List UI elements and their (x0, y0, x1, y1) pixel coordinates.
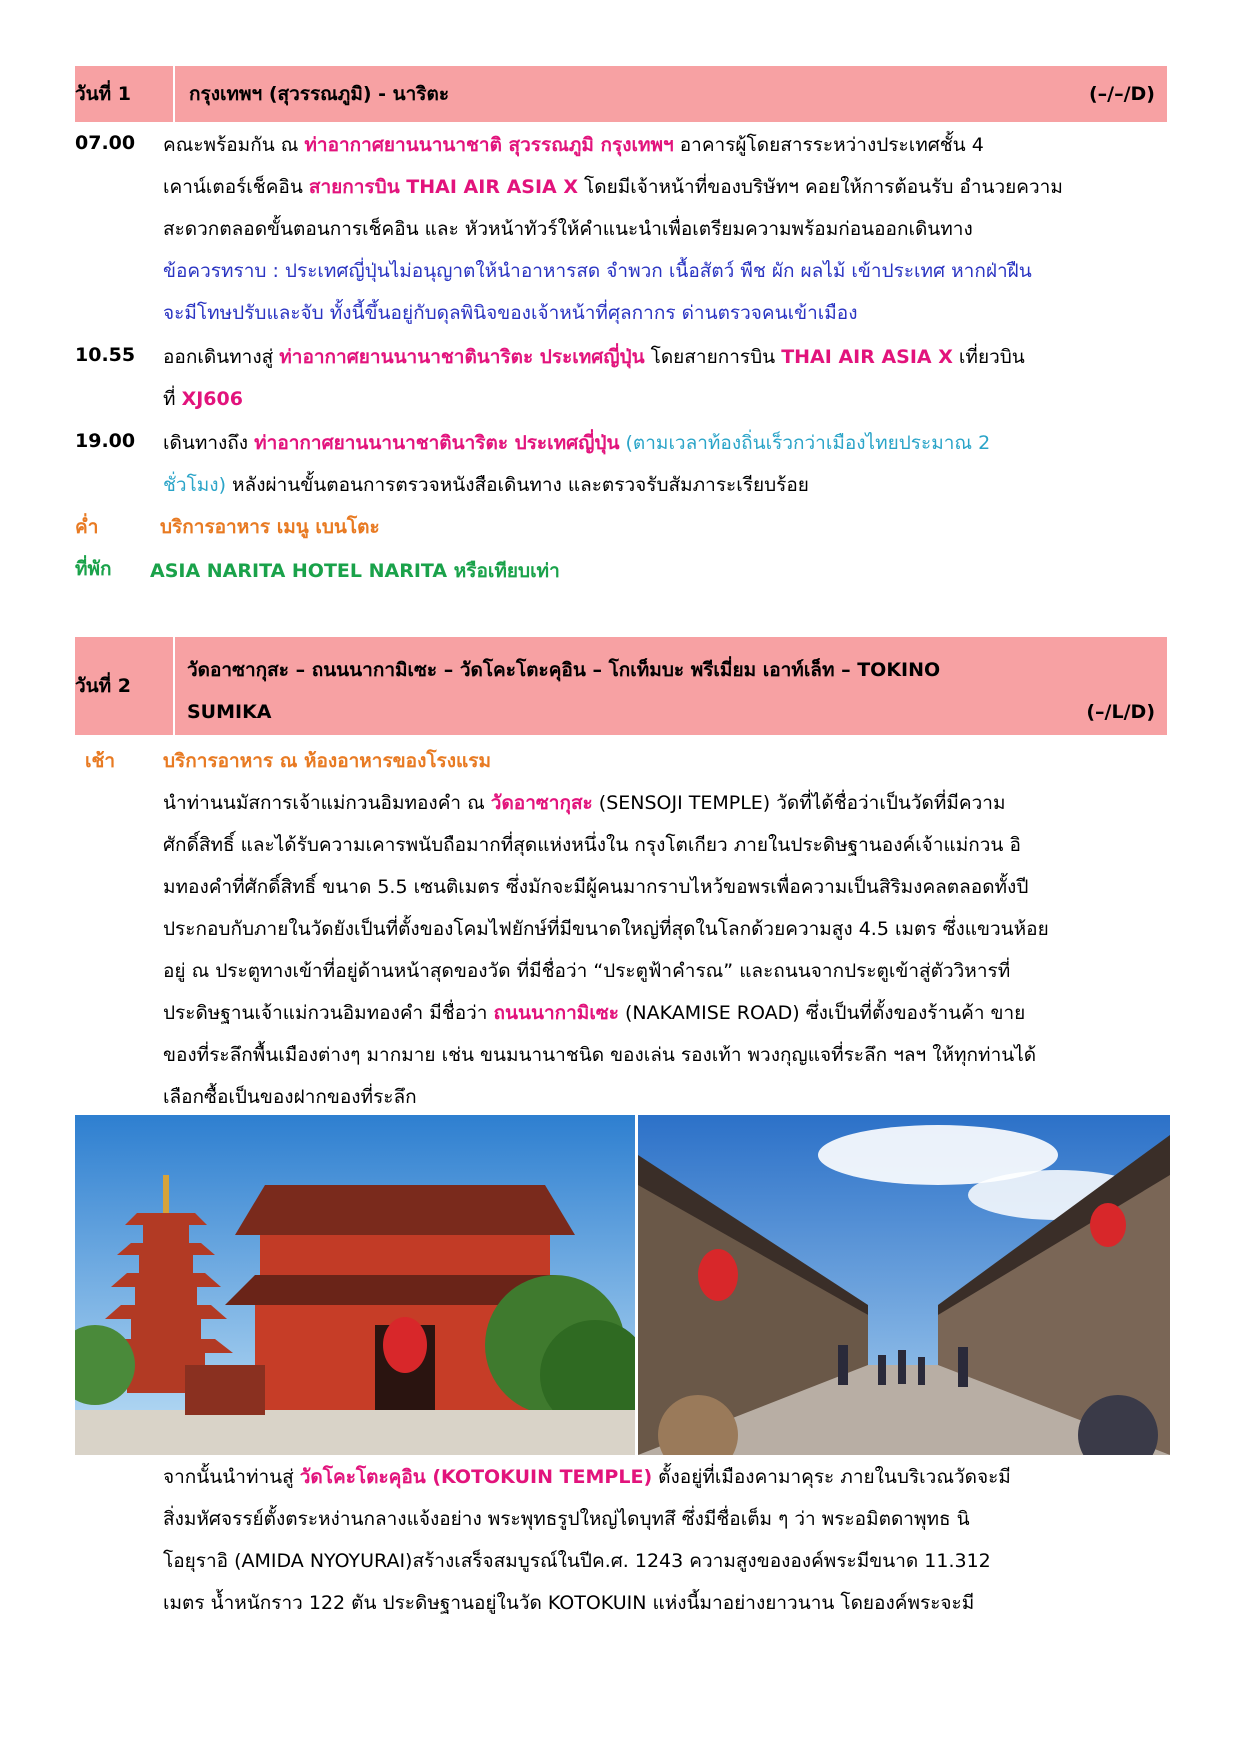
day1-para2-line1 (163, 342, 1025, 372)
nakamise-road: ถนนนากามิเซะ (493, 1002, 619, 1024)
sensoji-line6 (163, 998, 1025, 1028)
day1-notice-line1: ข้อควรทราบ : ประเทศญี่ปุ่นไม่อนุญาตให้นำอาหารสด จำพวก เนื้อสัตว์ พืช ผัก ผลไม้ เข้าประเทศ หากฝ่าฝืน (163, 260, 1032, 282)
text: (NAKAMISE ROAD) ซึ่งเป็นที่ตั้งของร้านค้า ขาย (618, 1002, 1026, 1024)
sensoji-line7: ของที่ระลึกพื้นเมืองต่างๆ มากมาย เช่น ขนมนานาชนิด ของเล่น รองเท้า พวงกุญแจที่ระลึก ฯลฯ ให้ทุกท่านได้ (163, 1044, 1037, 1066)
day1-para3-line2 (163, 470, 809, 500)
text: คณะพร้อมกัน ณ (163, 134, 305, 156)
day1-para1-line1 (163, 130, 984, 160)
day1-para3-line1 (163, 428, 990, 458)
day2-header (75, 637, 1167, 735)
airport-narita: ท่าอากาศยานนานาชาตินาริตะ ประเทศญี่ปุ่น (279, 346, 645, 368)
time-1055: 10.55 (75, 344, 136, 366)
day1-header (75, 66, 1167, 122)
text: โดยมีเจ้าหน้าที่ของบริษัทฯ คอยให้การต้อนรับ อำนวยความ (578, 176, 1063, 198)
text: อาคารผู้โดยสารระหว่างประเทศชั้น 4 (673, 134, 984, 156)
sensoji-line2: ศักดิ์สิทธิ์ และได้รับความเคารพนับถือมากที่สุดแห่งหนึ่งใน กรุงโตเกียว ภายในประดิษฐานองค์เจ้าแม่กวน อิ (163, 834, 1021, 856)
day1-para2-line2 (163, 384, 243, 414)
kotokuin-line3: โอยุราอิ (AMIDA NYOYURAI)สร้างเสร็จสมบูรณ์ในปีค.ศ. 1243 ความสูงขององค์พระมีขนาด 11.312 (163, 1550, 991, 1572)
sensoji-line8: เลือกซื้อเป็นของฝากของที่ระลึก (163, 1086, 417, 1108)
sensoji-temple-image (75, 1115, 635, 1455)
day1-para1-line2 (163, 172, 1063, 202)
text: เที่ยวบิน (952, 346, 1025, 368)
kotokuin-line2: สิ่งมหัศจรรย์ตั้งตระหง่านกลางแจ้งอย่าง พระพุทธรูปใหญ่ไดบุทสึ ซึ่งมีชื่อเต็ม ๆ ว่า พระอมิตดาพุทธ นิ (163, 1508, 970, 1530)
sensoji-line1 (163, 788, 1006, 818)
nakamise-road-image (638, 1115, 1170, 1455)
time-note: (ตามเวลาท้องถิ่นเร็วกว่าเมืองไทยประมาณ 2 (619, 432, 991, 454)
day1-label: วันที่ 1 (75, 66, 175, 122)
breakfast-text: บริการอาหาร ณ ห้องอาหารของโรงแรม (163, 750, 492, 772)
hotel-text: ASIA NARITA HOTEL NARITA หรือเทียบเท่า (150, 560, 560, 582)
day1-title-area (175, 66, 1167, 122)
dinner-label: ค่ำ (75, 516, 99, 538)
text: เดินทางถึง (163, 432, 255, 454)
text: จากนั้นนำท่านสู่ (163, 1466, 300, 1488)
day2-title-line2: SUMIKA (187, 701, 272, 723)
time-0700: 07.00 (75, 132, 136, 154)
sensoji-line5: อยู่ ณ ประตูทางเข้าที่อยู่ด้านหน้าสุดของวัด ที่มีชื่อว่า “ประตูฟ้าคำรณ” และถนนจากประตูเข้าสู่ตัววิหารที่ (163, 960, 1011, 982)
kotokuin-line4: เมตร น้ำหนักราว 122 ตัน ประดิษฐานอยู่ในวัด KOTOKUIN แห่งนี้มาอย่างยาวนาน โดยองค์พระจะมี (163, 1592, 975, 1614)
day1-para1-line3: สะดวกตลอดขั้นตอนการเช็คอิน และ หัวหน้าทัวร์ให้คำแนะนำเพื่อเตรียมความพร้อมก่อนออกเดินทาง (163, 218, 973, 240)
text: ตั้งอยู่ที่เมืองคามาคุระ ภายในบริเวณวัดจะมี (652, 1466, 1011, 1488)
airline: THAI AIR ASIA X (781, 346, 953, 368)
text: โดยสายการบิน (644, 346, 782, 368)
text: ประดิษฐานเจ้าแม่กวนอิมทองคำ มีชื่อว่า (163, 1002, 494, 1024)
text: (SENSOJI TEMPLE) วัดที่ได้ชื่อว่าเป็นวัดที่มีความ (592, 792, 1006, 814)
day1-notice-line2: จะมีโทษปรับและจับ ทั้งนี้ขึ้นอยู่กับดุลพินิจของเจ้าหน้าที่ศุลกากร ด่านตรวจคนเข้าเมือง (163, 302, 858, 324)
text: ออกเดินทางสู่ (163, 346, 280, 368)
day1-title: กรุงเทพฯ (สุวรรณภูมิ) - นาริตะ (189, 83, 450, 105)
airport-bkk: ท่าอากาศยานนานาชาติ สุวรรณภูมิ กรุงเทพฯ (304, 134, 674, 156)
day2-label: วันที่ 2 (75, 637, 175, 735)
sensoji-line4: ประกอบกับภายในวัดยังเป็นที่ตั้งของโคมไฟยักษ์ที่มีขนาดใหญ่ที่สุดในโลกด้วยความสูง 4.5 เมตร ซึ่งแขวนห้อย (163, 918, 1049, 940)
text: หลังผ่านขั้นตอนการตรวจหนังสือเดินทาง และตรวจรับสัมภาระเรียบร้อย (225, 474, 809, 496)
flight-number: XJ606 (181, 388, 243, 410)
time-1900: 19.00 (75, 430, 136, 452)
breakfast-label: เช้า (85, 750, 116, 772)
day2-title-area (175, 637, 1167, 735)
airline: สายการบิน THAI AIR ASIA X (308, 176, 578, 198)
nakamise-road-photo (638, 1115, 1170, 1455)
sensoji-temple-photo (75, 1115, 635, 1455)
day1-meals: (–/–/D) (1088, 83, 1155, 105)
text: เคาน์เตอร์เช็คอิน (163, 176, 309, 198)
airport-narita: ท่าอากาศยานนานาชาตินาริตะ ประเทศญี่ปุ่น (254, 432, 620, 454)
sensoji-temple: วัดอาซากุสะ (490, 792, 593, 814)
day2-title-line1: วัดอาซากุสะ – ถนนนากามิเซะ – วัดโคะโตะคุอิน – โกเท็มบะ พรีเมี่ยม เอาท์เล็ท – TOKINO (187, 659, 941, 681)
kotokuin-temple: วัดโคะโตะคุอิน (KOTOKUIN TEMPLE) (299, 1466, 653, 1488)
dinner-text: บริการอาหาร เมนู เบนโตะ (160, 516, 380, 538)
text: ที่ (163, 388, 182, 410)
text: นำท่านนมัสการเจ้าแม่กวนอิมทองคำ ณ (163, 792, 491, 814)
kotokuin-line1 (163, 1462, 1011, 1492)
day2-meals: (–/L/D) (1086, 701, 1155, 723)
time-note: ชั่วโมง) (163, 474, 226, 496)
hotel-label: ที่พัก (75, 558, 112, 580)
sensoji-line3: มทองคำที่ศักดิ์สิทธิ์ ขนาด 5.5 เซนติเมตร ซึ่งมักจะมีผู้คนมากราบไหว้ขอพรเพื่อความเป็นสิริมงคลตลอดทั้งปี (163, 876, 1029, 898)
